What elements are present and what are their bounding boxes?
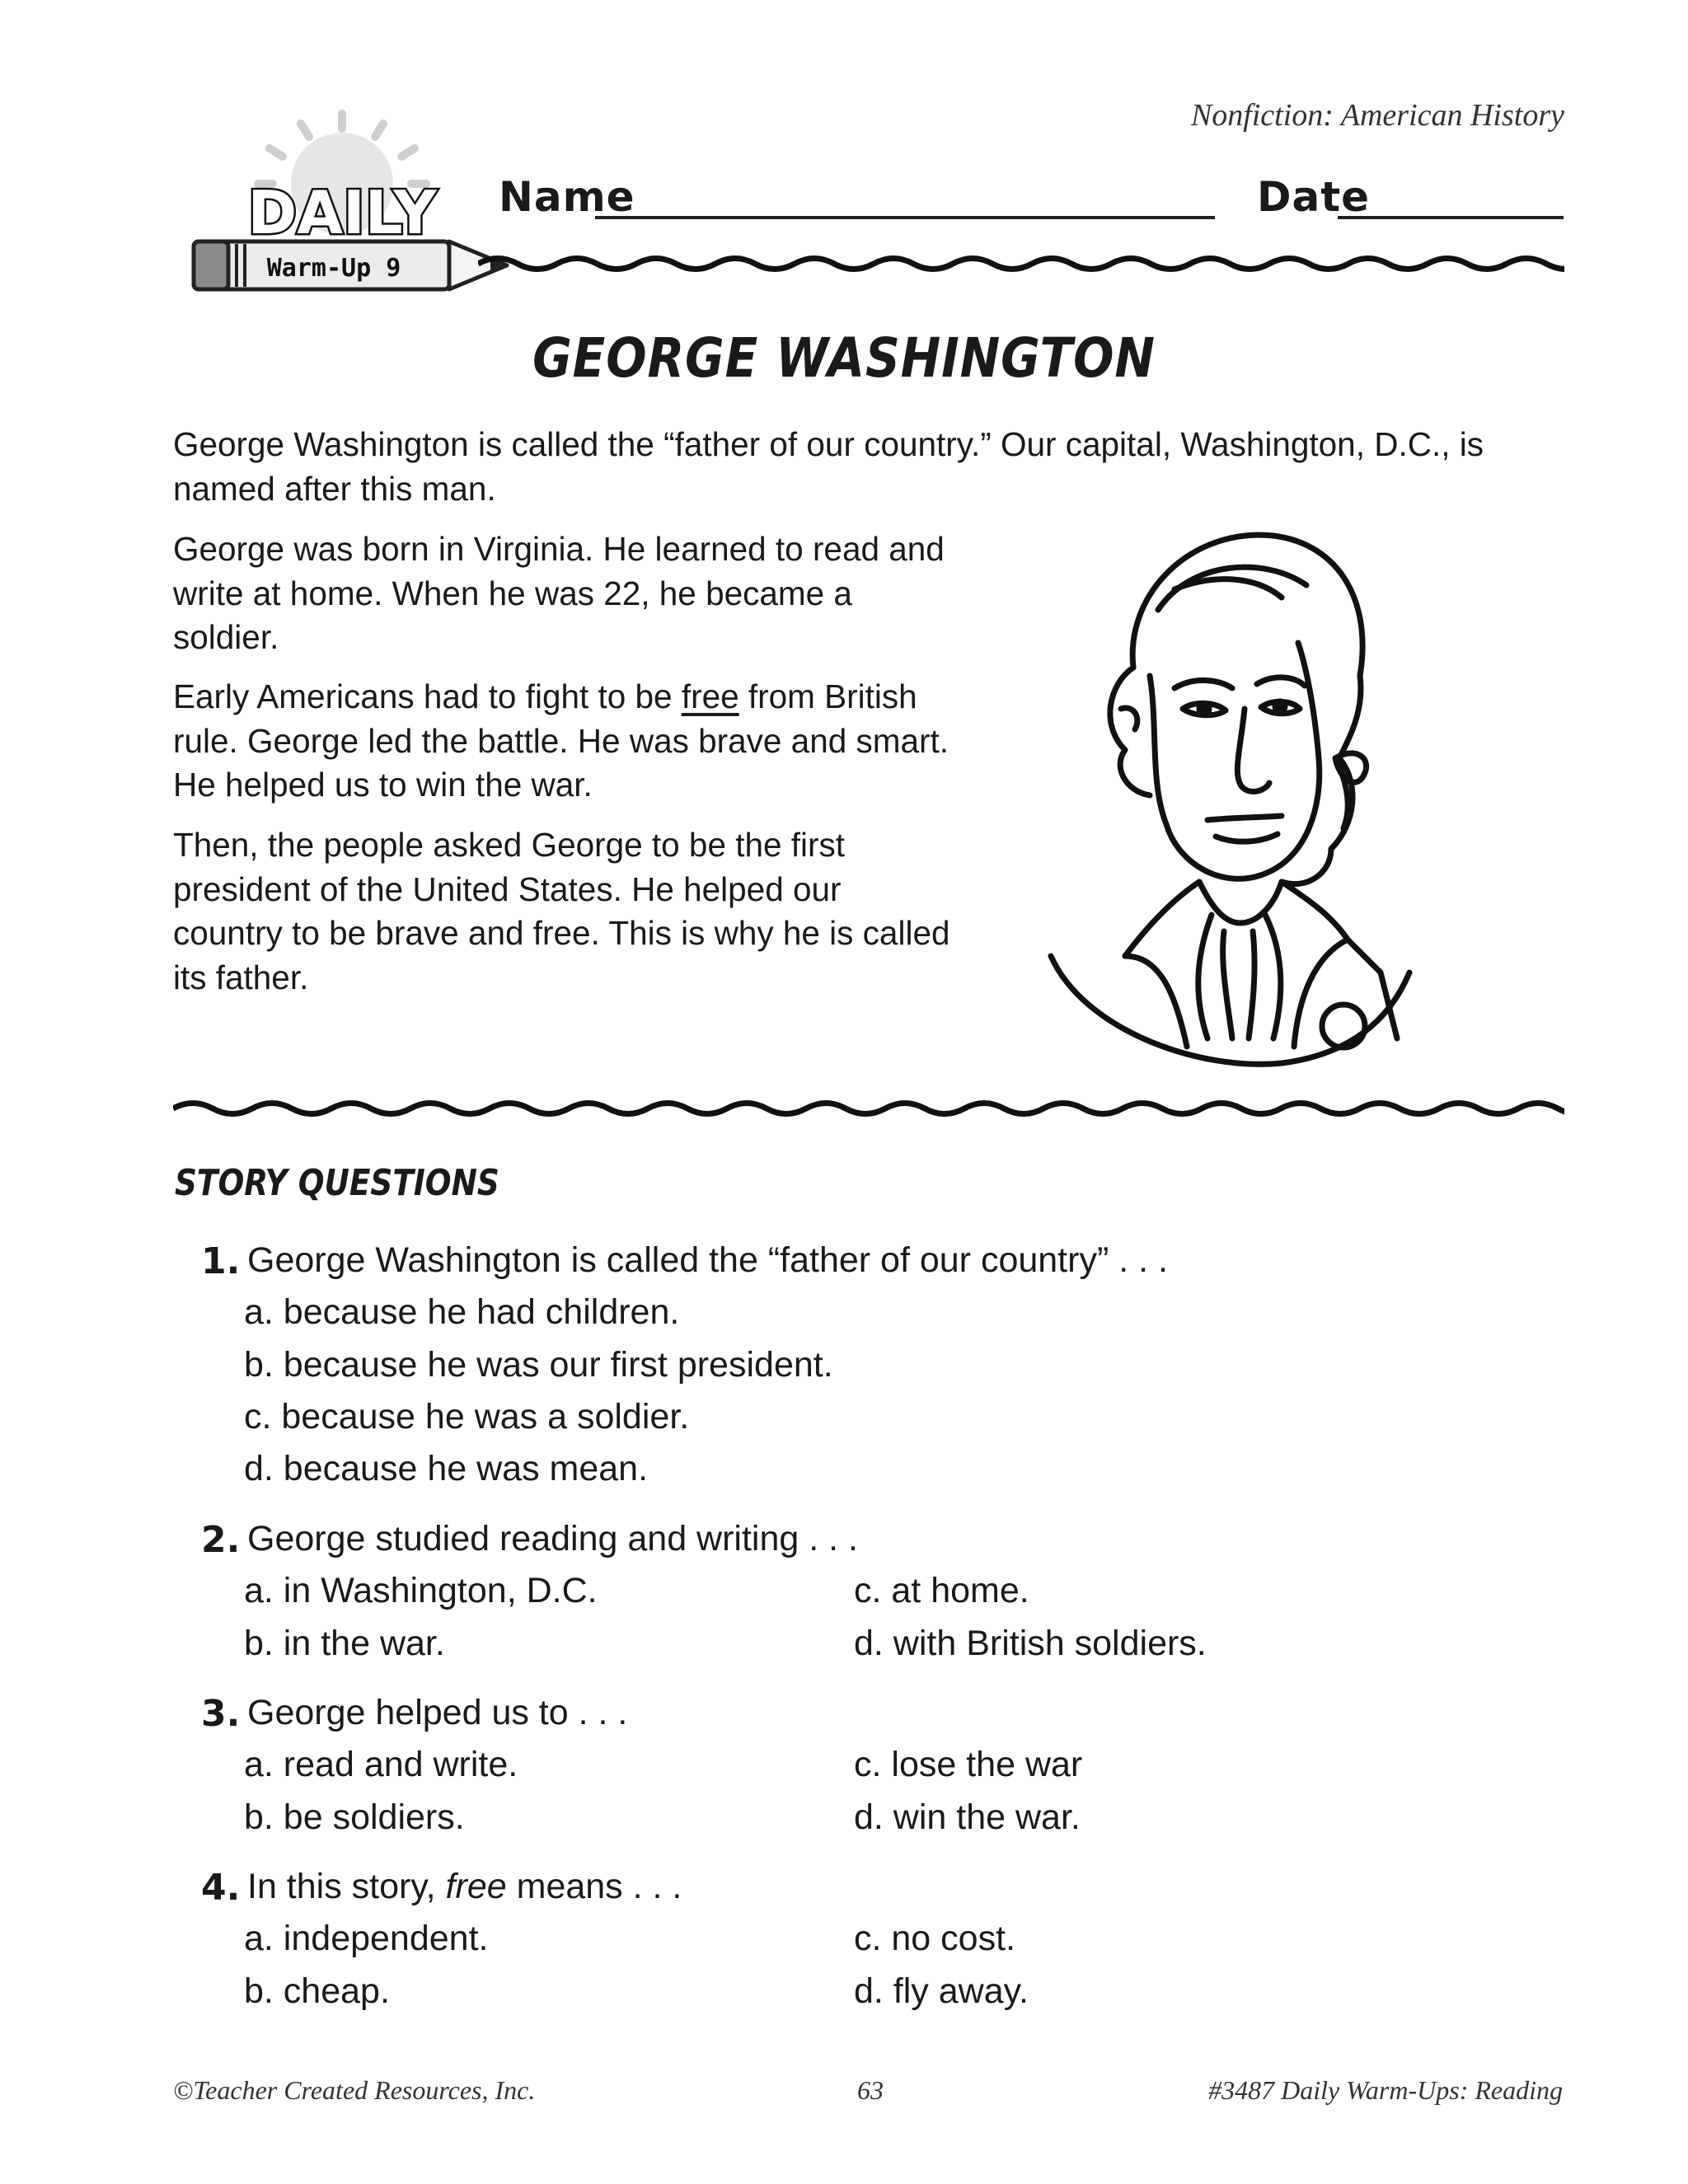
question-1-option-c[interactable]: c. because he was a soldier. [244,1397,690,1436]
question-3-option-c[interactable]: c. lose the war [854,1745,1083,1784]
question-1-text: George Washington is called the “father of our country” . . . [247,1240,1168,1280]
story-text: Early Americans had to fight to be [173,677,682,715]
question-3-option-b[interactable]: b. be soldiers. [244,1797,465,1837]
story-paragraph-3 [173,675,956,808]
vocab-word-free: free [445,1867,507,1906]
question-1-option-d[interactable]: d. because he was mean. [244,1449,649,1488]
wavy-divider-top [478,247,1564,280]
question-2-option-c[interactable]: c. at home. [854,1571,1029,1610]
question-4-option-d[interactable]: d. fly away. [854,1971,1029,2011]
footer-book-title: #3487 Daily Warm-Ups: Reading [1208,2075,1563,2105]
logo-word: DAILY [247,178,437,247]
question-4-option-a[interactable]: a. independent. [244,1919,489,1958]
date-label: Date [1257,173,1371,221]
name-label: Name [499,173,635,221]
question-3-number: 3. [201,1693,241,1735]
question-1-option-b[interactable]: b. because he was our first president. [244,1345,833,1385]
story-paragraph-2: George was born in Virginia. He learned to read and write at home. When he was 22, he became a soldier. [173,530,945,656]
question-4-option-c[interactable]: c. no cost. [854,1919,1015,1958]
question-4-number: 4. [201,1867,241,1909]
question-1-option-a[interactable]: a. because he had children. [244,1292,680,1332]
question-4-option-b[interactable]: b. cheap. [244,1971,390,2011]
header-category: Nonfiction: American History [1190,98,1564,133]
story-paragraph-1: George Washington is called the “father of our country.” Our capital, Washington, D.C., is named after this man. [173,425,1484,508]
question-2-option-a[interactable]: a. in Washington, D.C. [244,1571,598,1610]
story-questions-heading: STORY QUESTIONS [175,1162,499,1204]
logo-subtitle: Warm-Up 9 [266,254,401,283]
question-2-option-d[interactable]: d. with British soldiers. [854,1624,1207,1663]
question-3-option-d[interactable]: d. win the war. [854,1797,1081,1837]
question-2-text: George studied reading and writing . . . [247,1519,858,1558]
page-title: GEORGE WASHINGTON [532,326,1156,390]
question-3-text: George helped us to . . . [247,1693,628,1732]
page-number: 63 [857,2075,884,2105]
vocab-word-free: free [681,677,739,715]
question-1-number: 1. [201,1240,241,1282]
question-text-part: means . . . [506,1867,682,1906]
washington-portrait [1034,511,1414,1071]
question-2-option-b[interactable]: b. in the war. [244,1624,445,1663]
story-text: from British rule. George led the battle. He was brave and smart. He helped us to win the war. [173,677,949,804]
question-3-option-a[interactable]: a. read and write. [244,1745,518,1784]
question-text-part: In this story, [247,1867,446,1906]
story-paragraph-4: Then, the people asked George to be the first president of the United States. He helped our country to be brave and free. This is why he is called its father. [173,826,950,996]
question-4-text [247,1867,682,1907]
footer-publisher: ©Teacher Created Resources, Inc. [173,2075,536,2105]
question-2-number: 2. [201,1519,241,1561]
wavy-divider-middle [173,1092,1564,1125]
daily-warmup-logo [177,105,523,303]
name-field[interactable] [595,216,1215,219]
date-field[interactable] [1338,216,1564,219]
